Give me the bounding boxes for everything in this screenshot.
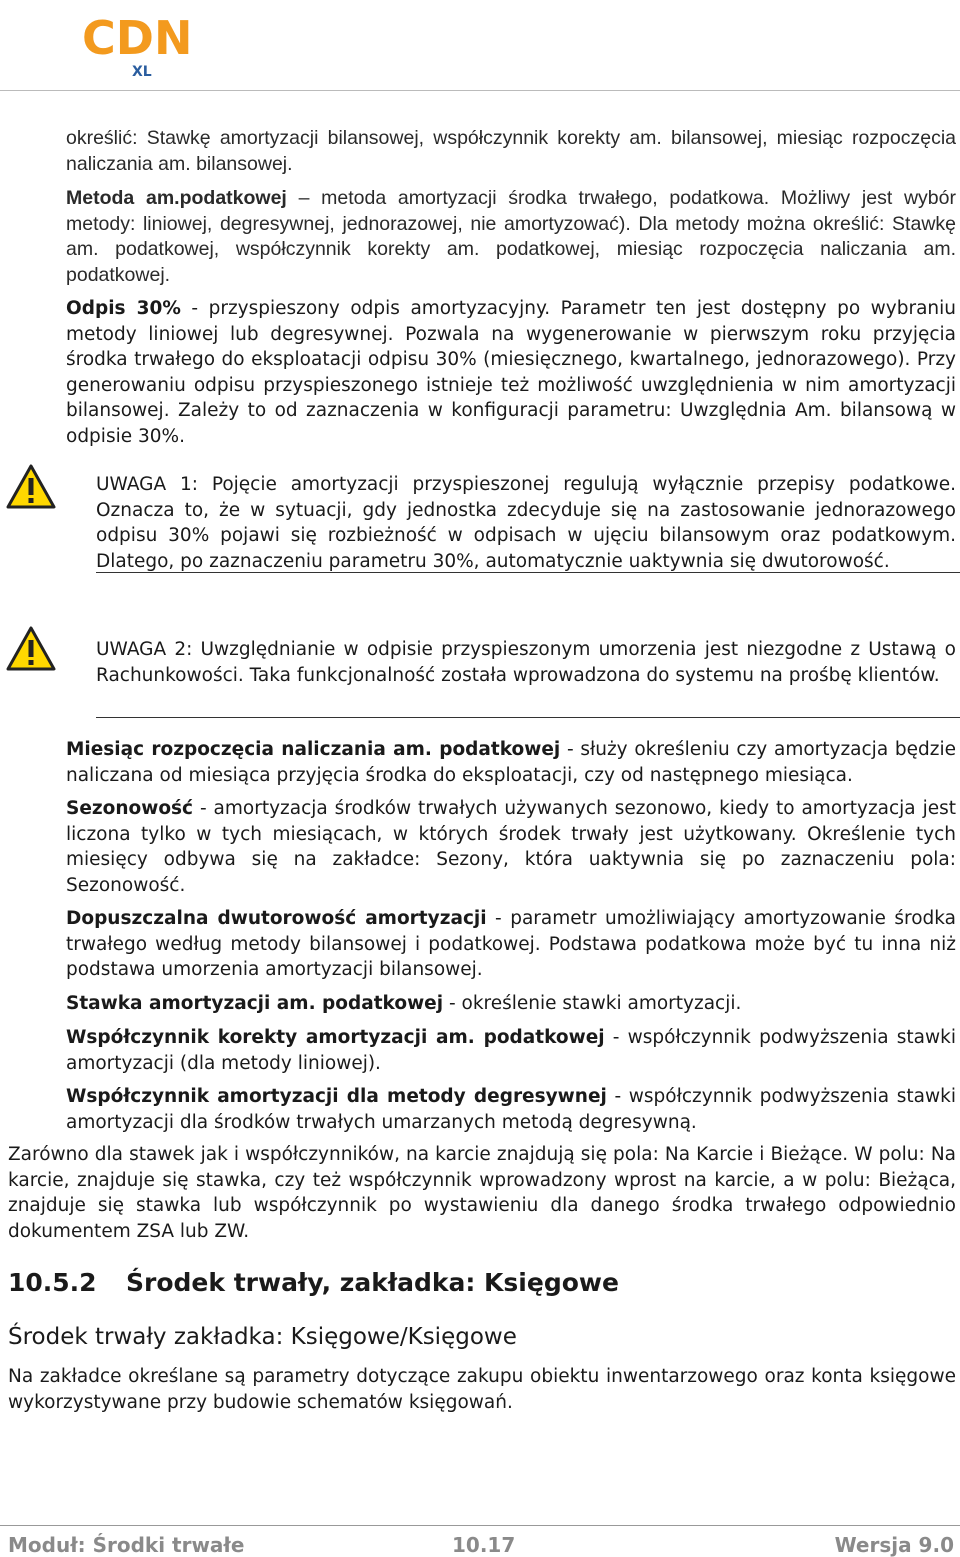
logo-text: CDN — [82, 11, 193, 65]
cdn-xl-logo — [80, 10, 200, 80]
term-description: - przyspieszony odpis amortyzacyjny. Parametr ten jest dostępny po wybraniu metody liniowej lub degresywnej. Pozwala na wygenerowanie w pierwszym roku przyjęcia środka trwałego do eksploatacji odpisu 30% (miesięcznego, kwartalnego, jednorazowego). Przy generowaniu odpisu przyspieszonego istnieje też możliwość uwzględnienia w nim amortyzacji bilansowej. Zależy to od zaznaczenia w konfiguracji parametru: Uwzględnia Am. bilansową w odpisie 30%. — [66, 298, 956, 447]
paragraph-bilansowa-continuation — [66, 126, 956, 177]
term-description: - współczynnik podwyższenia stawki amortyzacji (dla metody liniowej). — [66, 1027, 956, 1074]
term-description: - współczynnik podwyższenia stawki amortyzacji dla środków trwałych umarzanych metodą degresywną. — [66, 1086, 956, 1133]
term-label: Stawka amortyzacji am. podatkowej — [66, 993, 444, 1014]
term-label: Metoda am.podatkowej — [66, 187, 287, 209]
paragraph-stawki-wspolczynniki — [8, 1142, 956, 1244]
term-description: – metoda amortyzacji środka trwałego, podatkowa. Możliwy jest wybór metody: liniowej, degresywnej, jednorazowej, nie amortyzować). Dla metody można określić: Stawkę am. podatkowej, współczynnik korekty am. podatkowej, miesiąc rozpoczęcia naliczania am. podatkowej. — [66, 187, 956, 286]
paragraph-text: Na zakładce określane są parametry dotyczące zakupu obiektu inwentarzowego oraz konta księgowe wykorzystywane przy budowie schematów księgowań. — [8, 1366, 956, 1413]
term-description: - określenie stawki amortyzacji. — [443, 993, 742, 1014]
footer-divider — [0, 1525, 960, 1526]
section-title: Środek trwały, zakładka: Księgowe — [126, 1268, 619, 1297]
logo-subtext: XL — [132, 64, 152, 80]
term-label: Współczynnik amortyzacji dla metody degresywnej — [66, 1086, 607, 1107]
paragraph-metoda-podatkowa — [66, 186, 956, 288]
paragraph-text: Zarówno dla stawek jak i współczynników, na karcie znajdują się pola: Na Karcie i Bieżące. W polu: Na karcie, znajduje się stawka, czy też współczynnik wprowadzony wprost na karcie, a w polu: Bieżąca, znajduje się stawka lub współczynnik po wystawieniu dla danego środka trwałego odpowiednio dokumentem ZSA lub ZW. — [8, 1144, 956, 1242]
warning-box-2 — [96, 637, 960, 718]
warning-icon — [6, 464, 56, 510]
paragraph-miesiac-rozpoczecia — [66, 737, 956, 788]
paragraph-text: określić: Stawkę amortyzacji bilansowej, współczynnik korekty am. bilansowej, miesiąc rozpoczęcia naliczania am. bilansowej. — [66, 127, 956, 175]
header-divider — [0, 90, 960, 91]
paragraph-wspolczynnik-degresywny — [66, 1084, 956, 1135]
paragraph-sezonowosc — [66, 796, 956, 898]
term-description: - służy określeniu czy amortyzacja będzie naliczana od miesiąca przyjęcia środka do eksploatacji, czy od następnego miesiąca. — [66, 739, 956, 786]
footer-page-number: 10.17 — [452, 1533, 516, 1557]
warning-box-1 — [96, 472, 960, 573]
paragraph-wspolczynnik-korekty — [66, 1025, 956, 1076]
term-label: Sezonowość — [66, 798, 194, 819]
footer-version: Wersja 9.0 — [834, 1533, 954, 1557]
warning-icon — [6, 626, 56, 672]
paragraph-dwutorowosc — [66, 906, 956, 983]
term-label: Współczynnik korekty amortyzacji am. podatkowej — [66, 1027, 605, 1048]
section-heading — [8, 1268, 619, 1297]
subsection-heading: Środek trwały zakładka: Księgowe/Księgowe — [8, 1324, 517, 1350]
section-number: 10.5.2 — [8, 1268, 97, 1297]
footer-module: Moduł: Środki trwałe — [8, 1533, 245, 1557]
warning-text: UWAGA 1: Pojęcie amortyzacji przyspieszonej regulują wyłącznie przepisy podatkowe. Oznacza to, że w sytuacji, gdy jednostka zdecyduje się na zastosowanie jednorazowego odpisu 30% pojawi się rozbieżność w odpisach w ujęciu bilansowym oraz podatkowym. Dlatego, po zaznaczeniu parametru 30%, automatycznie uaktywnia się dwutorowość. — [96, 474, 956, 572]
term-label: Miesiąc rozpoczęcia naliczania am. podatkowej — [66, 739, 561, 760]
paragraph-zakladka-ksiegowe — [8, 1364, 956, 1415]
term-label: Dopuszczalna dwutorowość amortyzacji — [66, 908, 487, 929]
warning-text: UWAGA 2: Uwzględnianie w odpisie przyspieszonym umorzenia jest niezgodne z Ustawą o Rachunkowości. Taka funkcjonalność została wprowadzona do systemu na prośbę klientów. — [96, 639, 956, 686]
term-description: - parametr umożliwiający amortyzowanie środka trwałego według metody bilansowej i podatkowej. Podstawa podatkowa może być tu inna niż podstawa umorzenia amortyzacji bilansowej. — [66, 908, 956, 980]
term-description: - amortyzacja środków trwałych używanych sezonowo, kiedy to amortyzacja jest liczona tylko w tych miesiącach, w których środek trwały jest użytkowany. Określenie tych miesięcy odbywa się na zakładce: Sezony, która uaktywnia się po zaznaczeniu pola: Sezonowość. — [66, 798, 956, 896]
paragraph-odpis-30 — [66, 296, 956, 449]
paragraph-stawka — [66, 991, 956, 1017]
term-label: Odpis 30% — [66, 298, 181, 319]
